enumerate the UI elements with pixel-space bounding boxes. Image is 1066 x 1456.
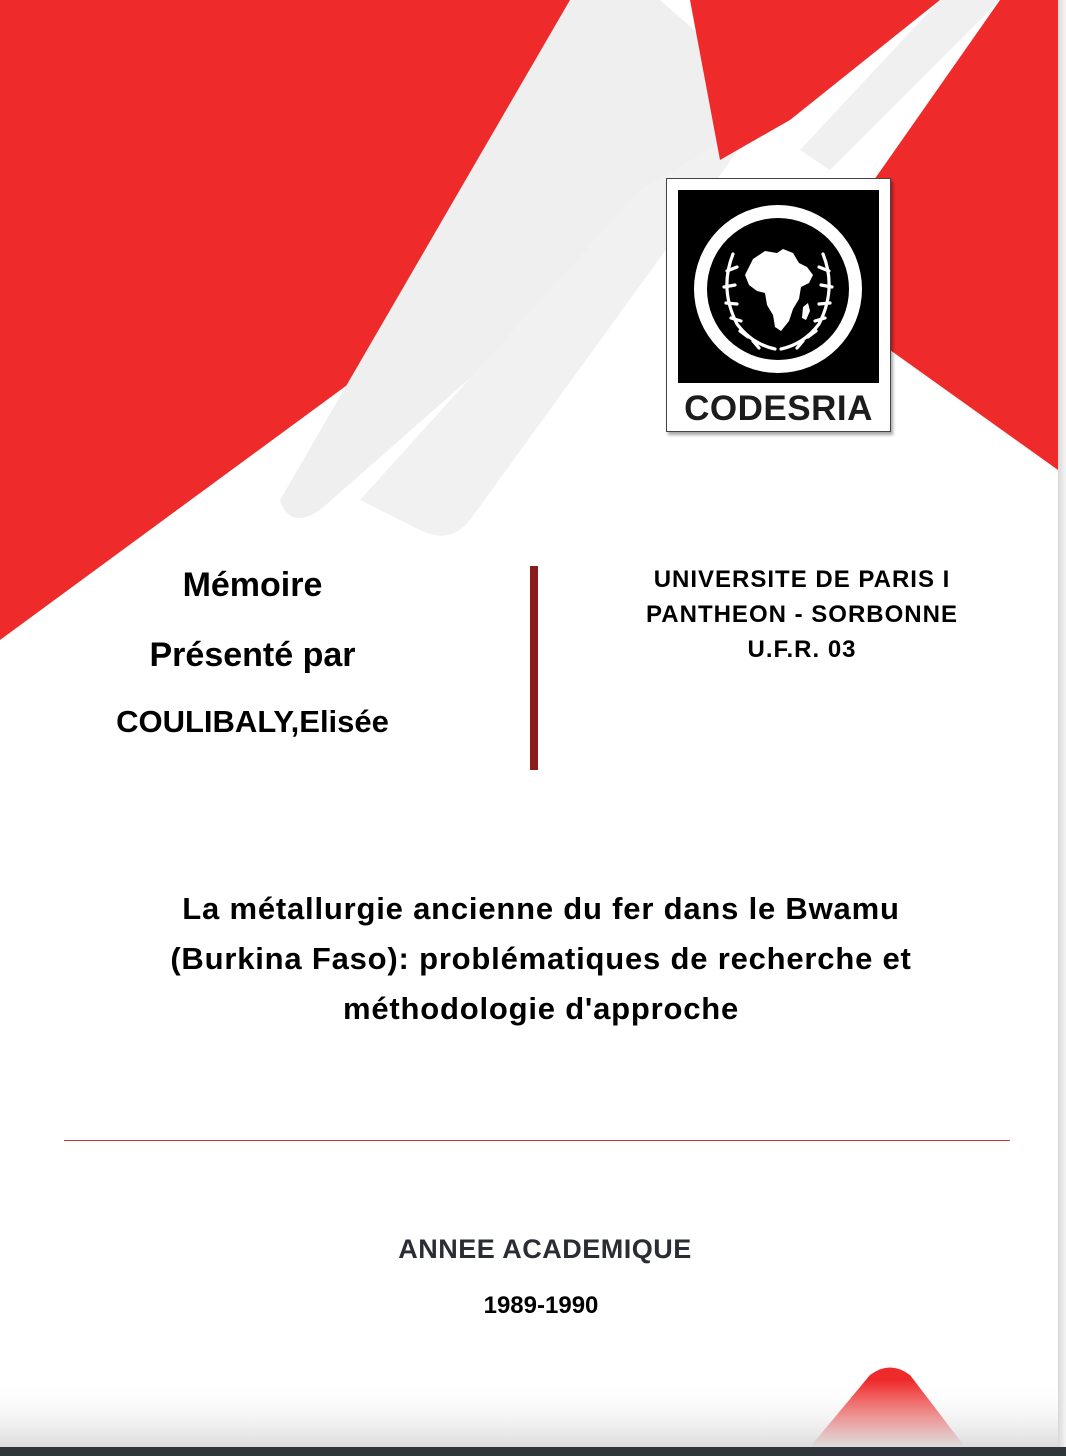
- bottom-bar: [0, 1447, 1066, 1456]
- academic-year-label: ANNEE ACADEMIQUE: [398, 1234, 692, 1264]
- academic-year-value: 1989-1990: [483, 1292, 599, 1319]
- university-campus: PANTHEON - SORBONNE: [646, 601, 958, 628]
- thesis-title: [60, 884, 1022, 1034]
- horizontal-rule: [64, 1140, 1010, 1141]
- logo-wordmark: CODESRIA: [684, 389, 873, 428]
- title-line: méthodologie d'approche: [342, 991, 740, 1026]
- author-name: COULIBALY,Elisée: [116, 704, 389, 739]
- university-unit: U.F.R. 03: [747, 636, 857, 663]
- africa-laurel-emblem: [667, 179, 890, 384]
- presented-by-label: Présenté par: [149, 636, 356, 674]
- document-type: Mémoire: [182, 566, 323, 604]
- university-name: UNIVERSITE DE PARIS I: [653, 566, 951, 593]
- title-line: La métallurgie ancienne du fer dans le Bwamu: [182, 891, 900, 926]
- vertical-divider: [530, 566, 538, 770]
- title-line: (Burkina Faso): problématiques de recherche et: [170, 941, 912, 976]
- bottom-fade: [0, 1380, 1066, 1447]
- codesria-logo: [666, 178, 891, 432]
